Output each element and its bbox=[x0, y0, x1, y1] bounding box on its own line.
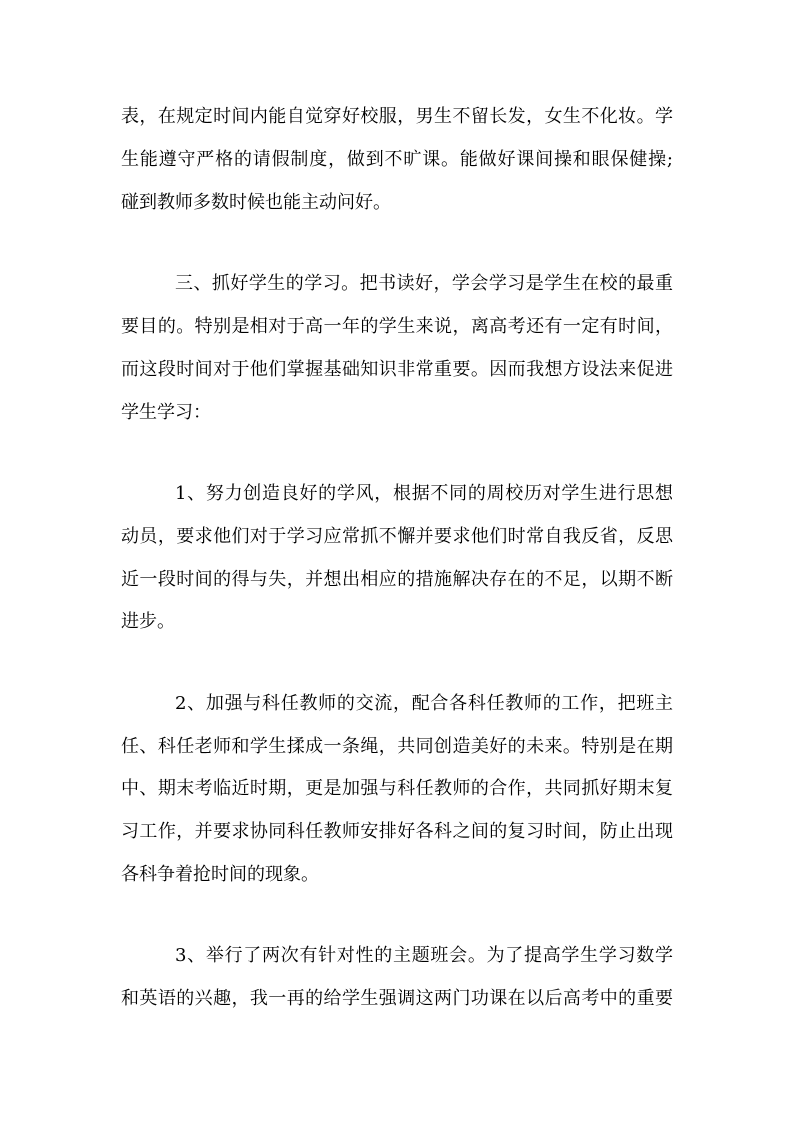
paragraph-4-line-3: 中、期末考临近时期，更是加强与科任教师的合作，共同抓好期末复 bbox=[121, 778, 673, 799]
paragraph-4-line-5: 各科争着抢时间的现象。 bbox=[121, 864, 319, 885]
paragraph-1-line-1: 表，在规定时间内能自觉穿好校服，男生不留长发，女生不化妆。学 bbox=[121, 106, 673, 127]
paragraph-2-line-3: 而这段时间对于他们掌握基础知识非常重要。因而我想方设法来促进 bbox=[121, 359, 673, 380]
paragraph-1-line-3: 碰到教师多数时候也能主动问好。 bbox=[121, 192, 391, 213]
paragraph-3-line-4: 进步。 bbox=[121, 611, 175, 632]
paragraph-2-line-4: 学生学习： bbox=[121, 402, 211, 423]
paragraph-4-line-1: 2、加强与科任教师的交流，配合各科任教师的工作，把班主 bbox=[175, 693, 673, 714]
paragraph-2-line-1: 三、抓好学生的学习。把书读好，学会学习是学生在校的最重 bbox=[175, 273, 673, 294]
paragraph-1-line-2: 生能遵守严格的请假制度，做到不旷课。能做好课间操和眼保健操; bbox=[121, 149, 673, 170]
paragraph-2-line-2: 要目的。特别是相对于高一年的学生来说，离高考还有一定有时间， bbox=[121, 316, 673, 337]
paragraph-3-line-1: 1、努力创造良好的学风，根据不同的周校历对学生进行思想 bbox=[175, 483, 673, 504]
paragraph-5-line-2: 和英语的兴趣，我一再的给学生强调这两门功课在以后高考中的重要 bbox=[121, 988, 673, 1009]
paragraph-4-line-2: 任、科任老师和学生揉成一条绳，共同创造美好的未来。特别是在期 bbox=[121, 736, 673, 757]
paragraph-4-line-4: 习工作，并要求协同科任教师安排好各科之间的复习时间，防止出现 bbox=[121, 821, 673, 842]
paragraph-3-line-3: 近一段时间的得与失，并想出相应的措施解决存在的不足，以期不断 bbox=[121, 569, 673, 590]
paragraph-5-line-1: 3、举行了两次有针对性的主题班会。为了提高学生学习数学 bbox=[175, 945, 673, 966]
paragraph-3-line-2: 动员，要求他们对于学习应常抓不懈并要求他们时常自我反省，反思 bbox=[121, 526, 673, 547]
